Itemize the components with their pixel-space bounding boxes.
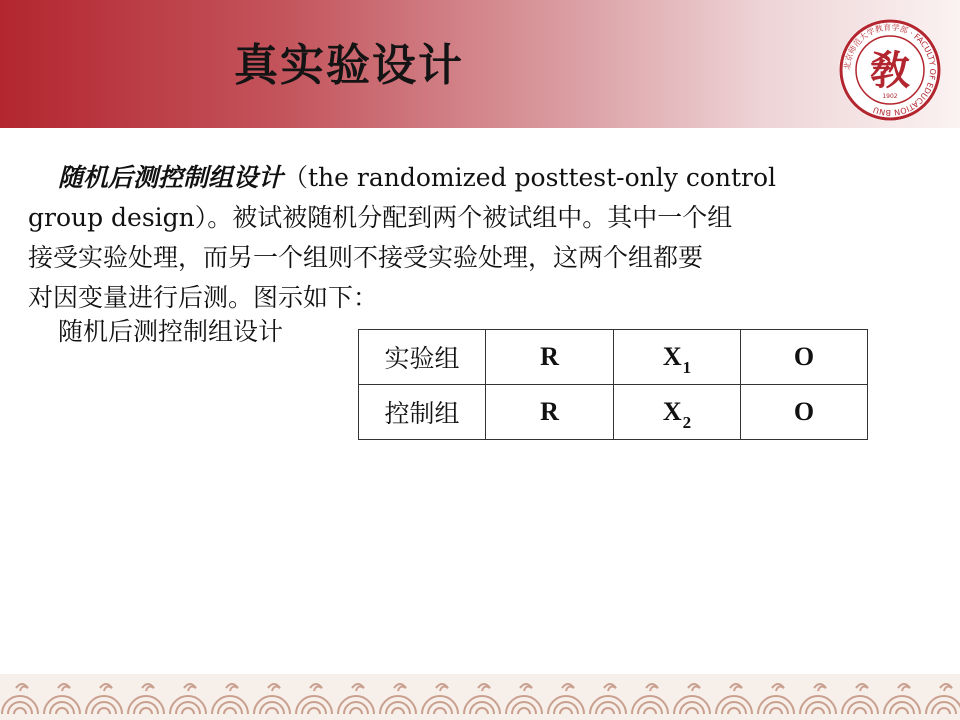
group-cell: 控制组 bbox=[359, 385, 486, 440]
paragraph-line-2: group design）。被试被随机分配到两个被试组中。其中一个组 bbox=[28, 203, 733, 232]
treatment-cell: $X_1$ bbox=[614, 330, 741, 385]
paragraph-line-1: （the randomized posttest-only control bbox=[283, 163, 777, 192]
university-seal-logo bbox=[838, 18, 942, 122]
treatment-cell: $X_2$ bbox=[614, 385, 741, 440]
table-row bbox=[359, 330, 868, 385]
seal-emblem-char: 敎 bbox=[870, 47, 910, 94]
observation-cell: O bbox=[741, 385, 868, 440]
paragraph-line-3: 接受实验处理，而另一个组则不接受实验处理，这两个组都要 bbox=[28, 243, 704, 272]
group-cell: 实验组 bbox=[359, 330, 486, 385]
table-row bbox=[359, 385, 868, 440]
slide-title: 真实验设计 bbox=[234, 40, 464, 91]
seal-ring-text: 北京师范大学教育学部 · FACULTY OF EDUCATION BNU bbox=[842, 22, 938, 118]
paragraph-line-4: 对因变量进行后测。图示如下： bbox=[28, 283, 379, 312]
design-table bbox=[358, 329, 868, 440]
wave-pattern-footer bbox=[0, 674, 960, 720]
assignment-cell: R bbox=[486, 385, 614, 440]
definition-paragraph bbox=[28, 158, 908, 318]
header-band bbox=[0, 0, 960, 128]
design-term: 随机后测控制组设计 bbox=[58, 163, 284, 192]
observation-cell: O bbox=[741, 330, 868, 385]
seal-year: 1902 bbox=[882, 93, 898, 100]
assignment-cell: R bbox=[486, 330, 614, 385]
table-caption: 随机后测控制组设计 bbox=[58, 317, 284, 346]
